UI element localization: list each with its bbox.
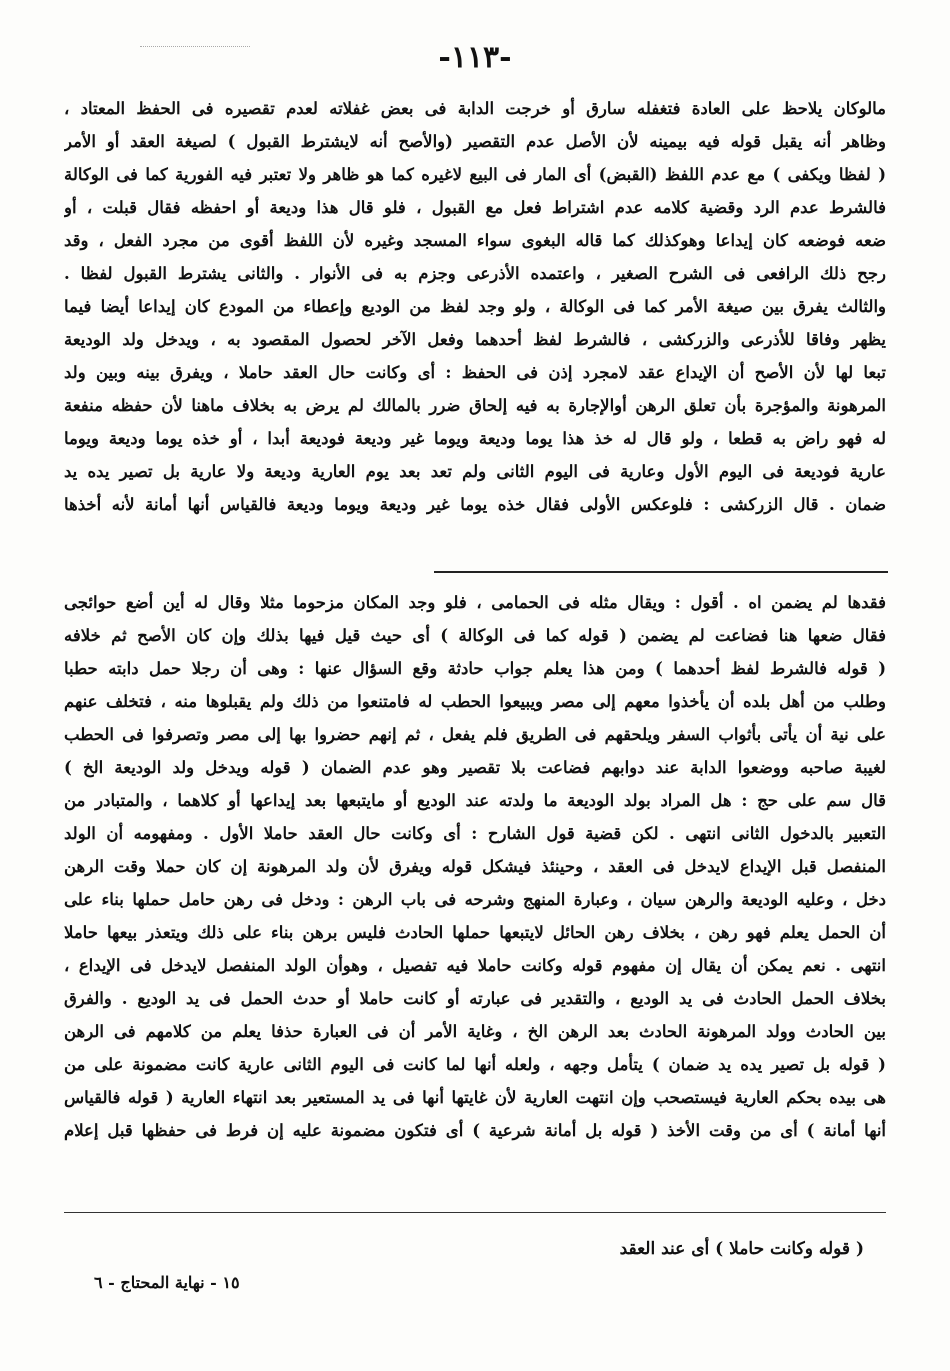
- main-text-line: عارية فوديعة فى اليوم الأول وعارية فى اليوم الثانى ولم تعد بعد يوم العارية وديعة ولا عارية بل تصير يده يد: [64, 462, 886, 481]
- main-text-line: ضمان . قال الزركشى : فلوعكس الأولى فقال خذه يوما غير وديعة ويوما وديعة فالقياس أنها أمانة لأنه أخذها: [64, 495, 886, 514]
- main-text-line: رجح ذلك الرافعى فى الشرح الصغير ، واعتمده الأذرعى وجزم به فى الأنوار . والثانى يشترط القبول لفظا .: [64, 264, 886, 283]
- printer-signature: ١٥ - نهاية المحتاج - ٦: [94, 1273, 240, 1292]
- footnote-rule: [64, 1212, 886, 1213]
- commentary-line: بخلاف الحمل الحادث فى يد الوديع ، والتقدير فى عبارته أو كانت حاملا أو حدث الحمل فى يد الوديع . والفرق: [64, 989, 886, 1008]
- commentary-text: [64, 586, 886, 1147]
- main-text-line: ضعه فوضعه كان إيداعا وهوكذلك كما قاله البغوى سواء المسجد وغيره لأن اللفظ أقوى من مجرد الفعل ، وقد: [64, 231, 886, 250]
- main-text-line: وظاهر أنه يقبل قوله فيه بيمينه لأن الأصل عدم التقصير (والأصح أنه لايشترط القبول ) لصيغة العقد أو الأمر: [64, 132, 886, 151]
- commentary-line: لغيبة صاحبه ووضعوا الدابة عند دوابهم فضاعت بلا تقصير وهو عدم الضمان ( قوله ويدخل ولد الوديعة الخ ): [64, 758, 886, 777]
- main-text-line: مالوكان يلاحظ على العادة فتغفله سارق أو خرجت الدابة فى بعض غفلاته لعدم تقصيره فى الحفظ المعتاد ،: [64, 99, 886, 118]
- main-text-line: يظهر وفاقا للأذرعى والزركشى ، فالشرط لفظ أحدهما وفعل الآخر لحصول المقصود به ، ويدخل ولد الوديعة: [64, 330, 886, 349]
- main-text-line: فالشرط عدم الرد وقضية كلامه عدم اشتراط فعل مع القبول ، فلو قال هذا وديعة أو احفظه فقال قبلت ، أو: [64, 198, 886, 217]
- main-text-line: المرهونة والمؤجرة بأن تعلق الرهن أوالإجارة به فيه إلحاق ضرر بالمالك لم يرض به بخلاف ماهنا لأن حفظه منفعة: [64, 396, 886, 415]
- commentary-line: انتهى . نعم يمكن أن يقال إن مفهوم قوله وكانت حاملا فيه تفصيل ، وهوأن الولد المنفصل لايدخل فى الإيداع ،: [64, 956, 886, 975]
- page-number: -١١٣-: [438, 40, 512, 75]
- commentary-line: قال سم على حج : هل المراد بولد الوديعة ما ولدته عند الوديع أو مايتبعها بعد إيداعها أو كلاهما ، والمتبادر من: [64, 791, 886, 810]
- commentary-line: بين الحادث وولد المرهونة الحادث بعد الرهن الخ ، وغاية الأمر أن فى العبارة حذفا يعلم من كلامهم فى الرهن: [64, 1022, 886, 1041]
- main-text-line: تبعا لها لأن الأصح أن الإيداع عقد لامجرد إذن فى الحفظ : أى وكانت حال العقد حاملا ، ويفرق بينه وبين ولد: [64, 363, 886, 382]
- commentary-line: أن الحمل يعلم فهو رهن ، بخلاف رهن الحائل لايتبعها حملها الحادث فليس برهن بناء على ذلك ويتعذر بيعها حاملا: [64, 923, 886, 942]
- commentary-line: ( قوله فالشرط لفظ أحدهما ) ومن هذا يعلم جواب حادثة وقع السؤال عنها : وهى أن رجلا حمل دابته حطبا: [64, 659, 886, 678]
- main-text: [64, 92, 886, 521]
- commentary-line: فقدها لم يضمن اه . أقول : ويقال مثله فى الحمامى ، فلو وجد المكان مزحوما مثلا وقال له أين أضع حوائجى: [64, 593, 886, 612]
- commentary-line: المنفصل قبل الإيداع لايدخل فى العقد ، وحينئذ فيشكل قوله ويفرق لأن ولد المرهونة إن كان حملا وقت الرهن: [64, 857, 886, 876]
- commentary-line: ( قوله بل تصير يده يد ضمان ) يتأمل وجهه ، ولعله أنها لما كانت فى اليوم الثانى عارية كانت مضمونة على من: [64, 1055, 886, 1074]
- section-separator: [434, 571, 888, 573]
- commentary-line: على نية أن يأتى بأثواب السفر ويلحقهم فى الطريق فلم يفعل ، ثم إنهم حضروا بها إلى مصر وتصرفوا فى الحطب: [64, 725, 886, 744]
- commentary-line: دخل ، وعليه الوديعة والرهن سيان ، وعبارة المنهج وشرحه فى باب الرهن : ودخل فى رهن حامل حملها بناء على: [64, 890, 886, 909]
- main-text-line: ( لفظا ويكفى ) مع عدم اللفظ (القبض) أى المار فى البيع لاغيره كما هو ظاهر ولا تعتبر فيه الفورية كما فى الوكالة: [64, 165, 886, 184]
- commentary-line: أنها أمانة ) أى من وقت الأخذ ( قوله بل أمانة شرعية ) أى فتكون مضمونة عليه إن فرط فى حفظها قبل إعلام: [64, 1121, 886, 1140]
- commentary-line: هى بيده بحكم العارية فيستصحب وإن انتهت العارية لأن غايتها أنها فى يد المستعير بعد انتهاء العارية ( قوله فالقياس: [64, 1088, 886, 1107]
- main-text-line: والثالث يفرق بين صيغة الأمر كما فى الوكالة ، ولو وجد لفظ من الوديع وإعطاء من المودع كان إيداعا أيضا فيما: [64, 297, 886, 316]
- commentary-line: التعبير بالدخول الثانى انتهى . لكن قضية قول الشارح : أى وكانت حال العقد حاملا الأول . ومفهومه أن الولد: [64, 824, 886, 843]
- commentary-line: فقال ضعها هنا فضاعت لم يضمن ( قوله كما فى الوكالة ) أى حيث قيل فيها بذلك وإن كان الأصح ثم خلافه: [64, 626, 886, 645]
- main-text-line: له فهو راض به قطعا ، ولو قال له خذ هذا يوما وديعة ويوما غير وديعة فوديعة أبدا ، أو خذه يوما وديعة ويوما: [64, 429, 886, 448]
- commentary-line: وطلب من أهل بلده أن يأخذوا معهم إلى مصر ويبيعوا الحطب له فامتنعوا من ذلك ولم يقبلوها منه ، فتخلف عنهم: [64, 692, 886, 711]
- footnote: ( قوله وكانت حاملا ) أى عند العقد: [619, 1239, 864, 1259]
